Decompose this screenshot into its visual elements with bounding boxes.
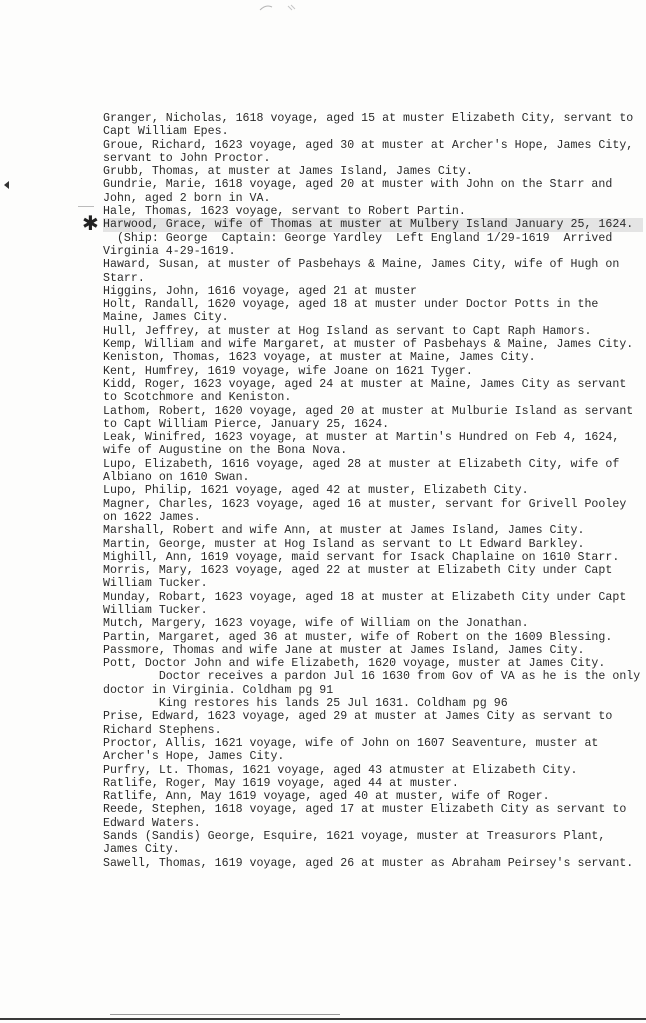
text-line: Lupo, Elizabeth, 1616 voyage, aged 28 at muster at Elizabeth City, wife of	[103, 457, 620, 471]
margin-arrow-mark	[4, 181, 9, 189]
text-line: Purfry, Lt. Thomas, 1621 voyage, aged 43 atmuster at Elizabeth City.	[103, 763, 578, 777]
text-line: Reede, Stephen, 1618 voyage, aged 17 at muster Elizabeth City as servant to	[103, 803, 627, 817]
text-line: Mighill, Ann, 1619 voyage, maid servant for Isack Chaplaine on 1610 Starr.	[103, 550, 620, 564]
text-line: (Ship: George Captain: George Yardley Left England 1/29-1619 Arrived	[103, 231, 613, 245]
text-line: Munday, Robart, 1623 voyage, aged 18 at muster at Elizabeth City under Capt	[103, 590, 627, 604]
text-line: Starr.	[103, 271, 145, 285]
text-line: Proctor, Allis, 1621 voyage, wife of John on 1607 Seaventure, muster at	[103, 736, 599, 750]
text-line: wife of Augustine on the Bona Nova.	[103, 444, 348, 458]
text-line: doctor in Virginia. Coldham pg 91	[103, 683, 334, 697]
text-line: Richard Stephens.	[103, 723, 222, 737]
text-line: Gundrie, Marie, 1618 voyage, aged 20 at muster with John on the Starr and	[103, 178, 613, 192]
text-line: Virginia 4-29-1619.	[103, 244, 236, 258]
text-line: Sawell, Thomas, 1619 voyage, aged 26 at muster as Abraham Peirsey's servant.	[103, 856, 634, 870]
text-line: Keniston, Thomas, 1623 voyage, at muster at Maine, James City.	[103, 351, 536, 365]
bottom-faint-rule	[110, 1014, 340, 1015]
text-line: Hale, Thomas, 1623 voyage, servant to Robert Partin.	[103, 205, 466, 219]
roster-text-block	[103, 112, 643, 870]
text-line: Maine, James City.	[103, 311, 229, 325]
text-line: King restores his lands 25 Jul 1631. Coldham pg 96	[103, 697, 508, 711]
text-line: Magner, Charles, 1623 voyage, aged 16 at muster, servant for Grivell Pooley	[103, 497, 627, 511]
text-line: Higgins, John, 1616 voyage, aged 21 at muster	[103, 284, 417, 298]
text-line: William Tucker.	[103, 603, 208, 617]
scan-smudge-mark	[258, 2, 302, 12]
text-line: Passmore, Thomas and wife Jane at muster at James Island, James City.	[103, 643, 585, 657]
text-line: Hull, Jeffrey, at muster at Hog Island as servant to Capt Raph Hamors.	[103, 324, 592, 338]
text-line: Morris, Mary, 1623 voyage, aged 22 at muster at Elizabeth City under Capt	[103, 564, 613, 578]
asterisk-annotation-icon: ✱	[82, 211, 99, 235]
text-line: Doctor receives a pardon Jul 16 1630 from Gov of VA as he is the only	[103, 670, 641, 684]
text-line: Kemp, William and wife Margaret, at muster of Pasbehays & Maine, James City.	[103, 338, 634, 352]
text-line: Sands (Sandis) George, Esquire, 1621 voyage, muster at Treasurors Plant,	[103, 830, 606, 844]
text-line: John, aged 2 born in VA.	[103, 191, 271, 205]
text-line: servant to John Proctor.	[103, 151, 271, 165]
text-line: Ratlife, Roger, May 1619 voyage, aged 44 at muster.	[103, 776, 459, 790]
text-line: Prise, Edward, 1623 voyage, aged 29 at muster at James City as servant to	[103, 710, 613, 724]
text-line: Groue, Richard, 1623 voyage, aged 30 at muster at Archer's Hope, James City,	[103, 138, 634, 152]
text-line: Mutch, Margery, 1623 voyage, wife of William on the Jonathan.	[103, 617, 529, 631]
text-line: Partin, Margaret, aged 36 at muster, wife of Robert on the 1609 Blessing.	[103, 630, 613, 644]
text-line: Lupo, Philip, 1621 voyage, aged 42 at muster, Elizabeth City.	[103, 484, 529, 498]
text-line: Granger, Nicholas, 1618 voyage, aged 15 at muster Elizabeth City, servant to	[103, 112, 634, 125]
text-line: Holt, Randall, 1620 voyage, aged 18 at muster under Doctor Potts in the	[103, 298, 599, 312]
text-line: Martin, George, muster at Hog Island as servant to Lt Edward Barkley.	[103, 537, 585, 551]
text-line: Kent, Humfrey, 1619 voyage, wife Joane on 1621 Tyger.	[103, 364, 473, 378]
text-line: Pott, Doctor John and wife Elizabeth, 1620 voyage, muster at James City.	[103, 657, 606, 671]
text-line: Kidd, Roger, 1623 voyage, aged 24 at muster at Maine, James City as servant	[103, 377, 627, 391]
text-line: Marshall, Robert and wife Ann, at muster at James Island, James City.	[103, 524, 585, 538]
text-line: Harwood, Grace, wife of Thomas at muster at Mulbery Island January 25, 1624.	[103, 218, 643, 231]
text-line: William Tucker.	[103, 577, 208, 591]
text-line: to Capt William Pierce, January 25, 1624.	[103, 417, 390, 431]
text-line: Ratlife, Ann, May 1619 voyage, aged 40 at muster, wife of Roger.	[103, 790, 550, 804]
text-line: Edward Waters.	[103, 816, 201, 830]
text-line: Archer's Hope, James City.	[103, 750, 285, 764]
bottom-page-rule	[0, 1018, 646, 1020]
text-line: Haward, Susan, at muster of Pasbehays & Maine, James City, wife of Hugh on	[103, 258, 620, 272]
text-line: Leak, Winifred, 1623 voyage, at muster at Martin's Hundred on Feb 4, 1624,	[103, 431, 620, 445]
text-line: Capt William Epes.	[103, 125, 229, 139]
text-line: Lathom, Robert, 1620 voyage, aged 20 at muster at Mulburie Island as servant	[103, 404, 634, 418]
text-line: to Scotchmore and Keniston.	[103, 391, 292, 405]
text-line: on 1622 James.	[103, 510, 201, 524]
text-line: James City.	[103, 843, 180, 857]
text-line: Albiano on 1610 Swan.	[103, 471, 250, 485]
margin-pencil-dash	[78, 206, 94, 207]
text-line: Grubb, Thomas, at muster at James Island, James City.	[103, 165, 473, 179]
